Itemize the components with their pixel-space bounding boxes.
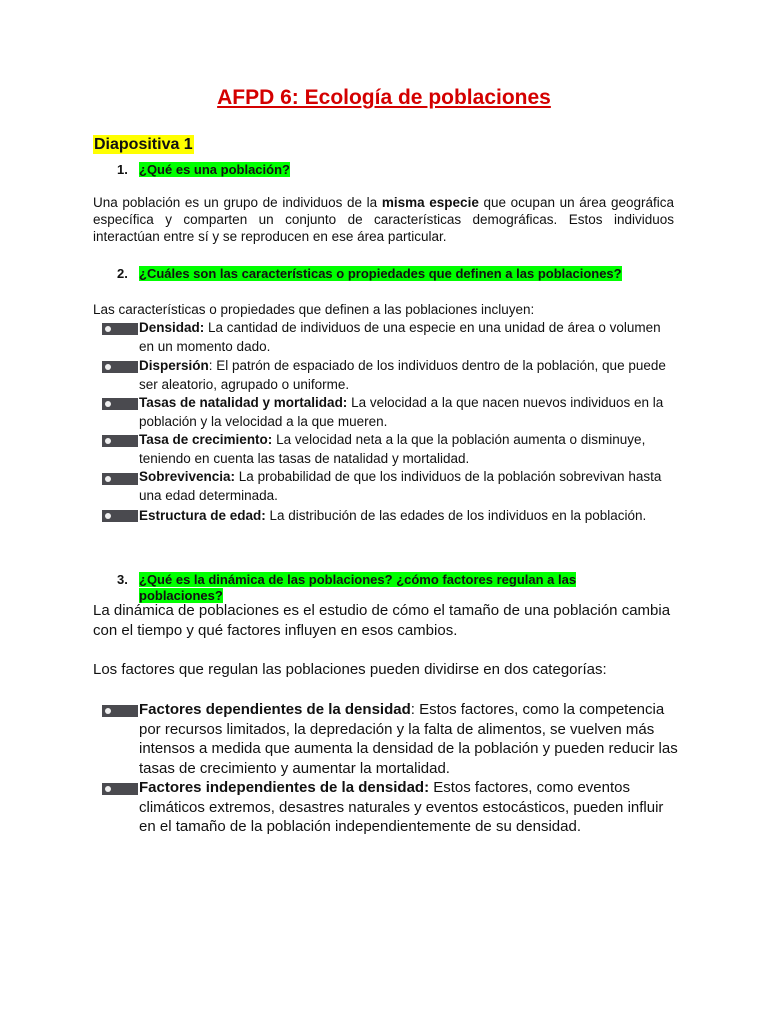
item-term: Densidad: <box>139 320 205 335</box>
answer-emphasis: misma especie <box>381 195 479 210</box>
item-term: Estructura de edad: <box>139 508 266 523</box>
toggle-bullet-icon <box>102 510 138 522</box>
item-description: La cantidad de individuos de una especie en una unidad de área o volumen en un momento dado. <box>139 320 661 354</box>
toggle-bullet-icon <box>102 398 138 410</box>
question-text: ¿Cuáles son las características o propiedades que definen a las poblaciones? <box>139 266 622 281</box>
list-item <box>139 507 679 526</box>
item-term: Factores dependientes de la densidad <box>139 701 411 718</box>
list-item <box>139 319 679 356</box>
question-2 <box>117 266 622 282</box>
item-description: Estos factores, como eventos climáticos extremos, desastres naturales y eventos estocásticos, pueden influir en el tamaño de la población independientemente de su densidad. <box>139 779 664 835</box>
list-item <box>139 778 684 837</box>
item-description: : Estos factores, como la competencia por recursos limitados, la depredación y la falta de alimentos, se vuelven más intensos a medida que aumenta la densidad de la población y pueden reducir las tasas de crecimiento y aumentar la mortalidad. <box>139 701 678 777</box>
question-number: 1. <box>117 162 128 177</box>
answer-text: Una población es un grupo de individuos de la <box>93 195 382 210</box>
question-text: ¿Qué es una población? <box>139 162 290 177</box>
question-text: poblaciones? <box>139 588 223 603</box>
item-term: Factores independientes de la densidad: <box>139 779 430 796</box>
toggle-bullet-icon <box>102 361 138 373</box>
toggle-bullet-icon <box>102 435 138 447</box>
answer-1 <box>93 194 674 245</box>
question-number: 2. <box>117 266 128 281</box>
list-item <box>139 468 679 505</box>
list-item <box>139 357 679 394</box>
question-1 <box>117 162 290 178</box>
toggle-bullet-icon <box>102 783 138 795</box>
item-description: La distribución de las edades de los individuos en la población. <box>265 508 647 523</box>
list-item <box>139 700 684 778</box>
slide-label: Diapositiva 1 <box>94 136 193 153</box>
item-term: Tasa de crecimiento: <box>139 432 273 447</box>
item-description: La velocidad neta a la que la población aumenta o disminuye, teniendo en cuenta las tasas de natalidad y mortalidad. <box>139 432 646 466</box>
item-description: : El patrón de espaciado de los individuos dentro de la población, que puede ser aleatorio, agrupado o uniforme. <box>139 358 666 392</box>
item-description: La probabilidad de que los individuos de la población sobrevivan hasta una edad determinada. <box>139 469 662 503</box>
question-3 <box>117 572 637 604</box>
list-item <box>139 394 679 431</box>
toggle-bullet-icon <box>102 323 138 335</box>
list-item <box>139 431 679 468</box>
document-title: AFPD 6: Ecología de poblaciones <box>217 86 551 109</box>
question-text: ¿Qué es la dinámica de las poblaciones? ¿cómo factores regulan a las <box>139 572 577 587</box>
item-description: La velocidad a la que nacen nuevos individuos en la población y la velocidad a la que mueren. <box>139 395 664 429</box>
list-intro: Las características o propiedades que definen a las poblaciones incluyen: <box>93 302 535 317</box>
factors-intro: Los factores que regulan las poblaciones pueden dividirse en dos categorías: <box>93 661 607 678</box>
item-term: Sobrevivencia: <box>139 469 236 484</box>
toggle-bullet-icon <box>102 705 138 717</box>
answer-text: que ocupan un área geográfica específica y comparten un conjunto de características demográficas. Estos individuos interactúan entre sí y se reproducen en ese área particular. <box>93 195 675 244</box>
answer-3: La dinámica de poblaciones es el estudio de cómo el tamaño de una población cambia con el tiempo y qué factores influyen en esos cambios. <box>93 602 671 639</box>
question-number: 3. <box>117 572 128 587</box>
toggle-bullet-icon <box>102 473 138 485</box>
item-term: Dispersión <box>139 358 209 373</box>
item-term: Tasas de natalidad y mortalidad: <box>139 395 348 410</box>
